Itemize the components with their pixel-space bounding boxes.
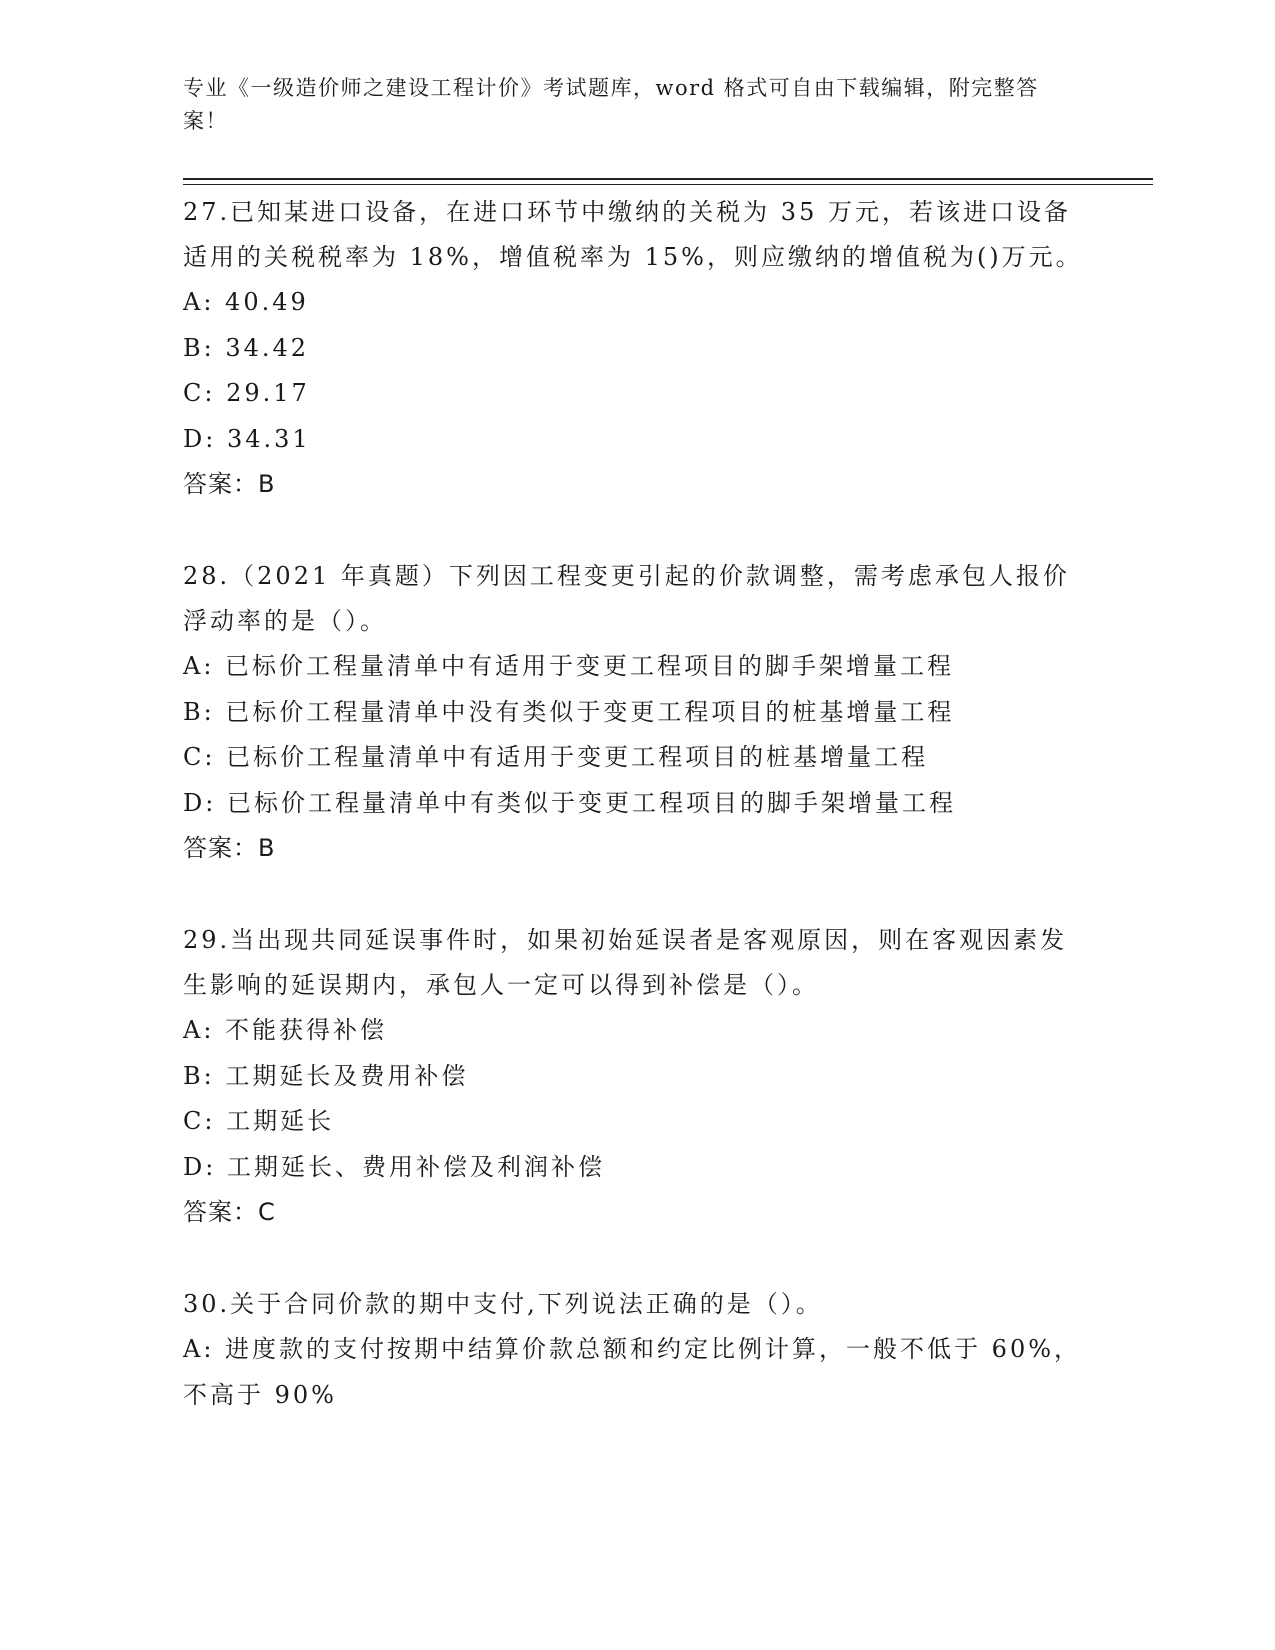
question-text: 27.已知某进口设备，在进口环节中缴纳的关税为 35 万元，若该进口设备适用的关税税率为 18%，增值税率为 15%，则应缴纳的增值税为()万元。 <box>183 198 1083 271</box>
spacer <box>183 1235 1083 1282</box>
page-header: 专业《一级造价师之建设工程计价》考试题库，word 格式可自由下载编辑，附完整答案！ <box>183 76 1039 133</box>
option-c: C: 工期延长 <box>183 1107 335 1135</box>
option-d: D: 34.31 <box>183 424 311 453</box>
option-d: D: 已标价工程量清单中有类似于变更工程项目的脚手架增量工程 <box>183 788 956 817</box>
question-text: 28.（2021 年真题）下列因工程变更引起的价款调整，需考虑承包人报价浮动率的是（）。 <box>183 562 1070 635</box>
option-c: C: 已标价工程量清单中有适用于变更工程项目的桩基增量工程 <box>183 743 929 771</box>
option-c: C: 29.17 <box>183 379 310 407</box>
answer: 答案：B <box>183 834 276 862</box>
question-list <box>183 190 1083 1418</box>
option-a: A: 不能获得补偿 <box>183 1016 388 1044</box>
spacer <box>183 871 1083 918</box>
question-28 <box>183 554 1083 871</box>
option-a: A: 进度款的支付按期中结算价款总额和约定比例计算，一般不低于 60%，不高于 90% <box>183 1335 1082 1409</box>
header-rule-thick <box>183 178 1153 180</box>
question-27 <box>183 190 1083 507</box>
option-a: A: 40.49 <box>183 288 309 316</box>
question-29 <box>183 918 1083 1235</box>
option-a: A: 已标价工程量清单中有适用于变更工程项目的脚手架增量工程 <box>183 652 955 680</box>
spacer <box>183 507 1083 554</box>
answer: 答案：B <box>183 470 276 498</box>
option-b: B: 34.42 <box>183 333 310 362</box>
option-b: B: 已标价工程量清单中没有类似于变更工程项目的桩基增量工程 <box>183 697 955 726</box>
question-text: 30.关于合同价款的期中支付,下列说法正确的是（）。 <box>183 1290 823 1318</box>
question-text: 29.当出现共同延误事件时，如果初始延误者是客观原因，则在客观因素发生影响的延误期内，承包人一定可以得到补偿是（）。 <box>183 926 1068 999</box>
question-30 <box>183 1282 1083 1418</box>
header-rule-thin <box>183 184 1153 185</box>
option-b: B: 工期延长及费用补偿 <box>183 1061 469 1090</box>
option-d: D: 工期延长、费用补偿及利润补偿 <box>183 1152 605 1181</box>
answer: 答案：C <box>183 1198 276 1226</box>
